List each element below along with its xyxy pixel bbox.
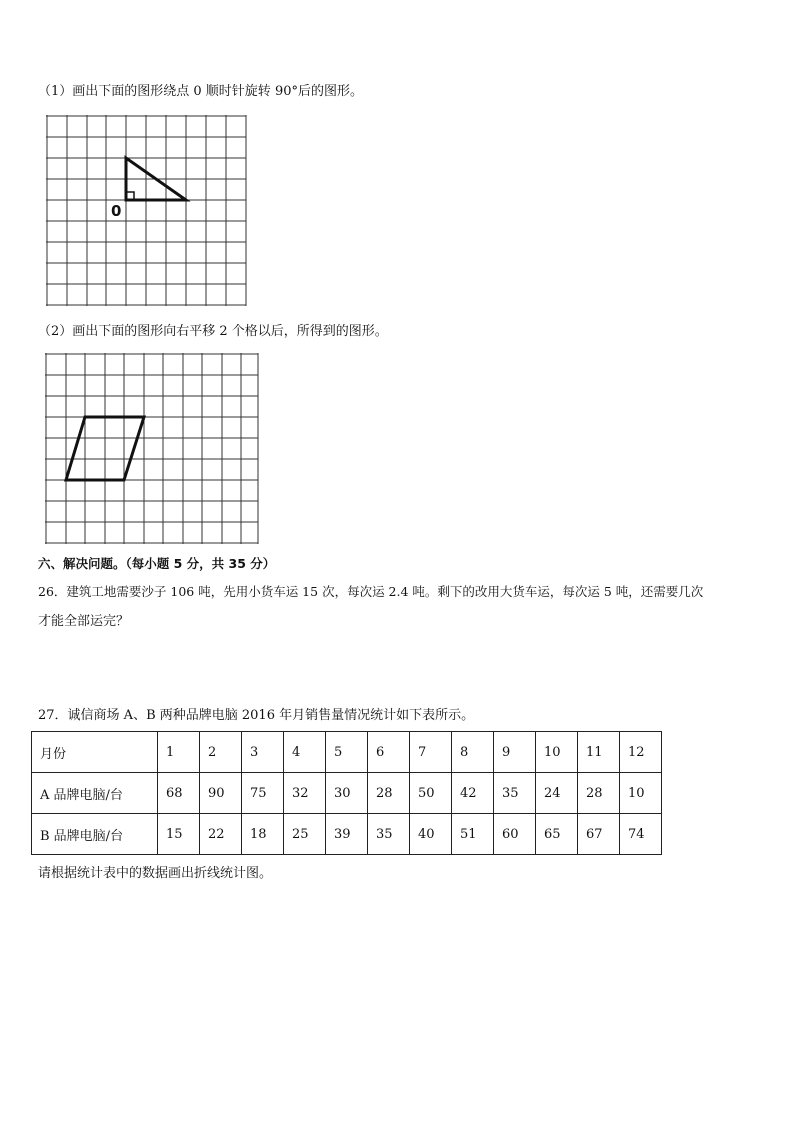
brand-a-cell: 30: [326, 773, 368, 814]
row-label-brand-b: B 品牌电脑/台: [32, 814, 158, 855]
brand-b-cell: 39: [326, 814, 368, 855]
brand-a-cell: 35: [494, 773, 536, 814]
brand-a-cell: 24: [536, 773, 578, 814]
brand-b-cell: 40: [410, 814, 452, 855]
month-cell: 6: [368, 732, 410, 773]
brand-a-cell: 28: [368, 773, 410, 814]
brand-b-cell: 35: [368, 814, 410, 855]
month-cell: 9: [494, 732, 536, 773]
month-cell: 5: [326, 732, 368, 773]
month-cell: 2: [200, 732, 242, 773]
month-cell: 11: [578, 732, 620, 773]
month-cell: 10: [536, 732, 578, 773]
table-row: [32, 732, 662, 773]
brand-a-cell: 75: [242, 773, 284, 814]
month-cell: 3: [242, 732, 284, 773]
brand-b-cell: 25: [284, 814, 326, 855]
brand-b-cell: 51: [452, 814, 494, 855]
brand-b-cell: 67: [578, 814, 620, 855]
q26-line2: 才能全部运完？: [38, 614, 130, 629]
brand-b-cell: 22: [200, 814, 242, 855]
q26-line1: 26．建筑工地需要沙子 106 吨，先用小货车运 15 次，每次运 2.4 吨。剩下的改用大货车运，每次运 5 吨，还需要几次: [38, 584, 704, 599]
translation-grid: [45, 353, 260, 545]
month-cell: 7: [410, 732, 452, 773]
point-o-label: 0: [111, 202, 122, 220]
brand-a-cell: 90: [200, 773, 242, 814]
brand-a-cell: 50: [410, 773, 452, 814]
brand-a-cell: 68: [158, 773, 200, 814]
row-label-month: 月份: [32, 732, 158, 773]
brand-b-cell: 65: [536, 814, 578, 855]
month-cell: 12: [620, 732, 662, 773]
q27-instruction: 请根据统计表中的数据画出折线统计图。: [38, 866, 273, 881]
rotation-grid: [46, 115, 248, 307]
month-cell: 4: [284, 732, 326, 773]
section6-title: 六、解决问题。（每小题 5 分，共 35 分）: [38, 556, 276, 571]
table-row: [32, 773, 662, 814]
month-cell: 8: [452, 732, 494, 773]
row-label-brand-a: A 品牌电脑/台: [32, 773, 158, 814]
q1-text: （1）画出下面的图形绕点 0 顺时针旋转 90°后的图形。: [38, 84, 363, 99]
table-row: [32, 814, 662, 855]
grid-lines: [46, 115, 246, 306]
brand-b-cell: 18: [242, 814, 284, 855]
brand-a-cell: 42: [452, 773, 494, 814]
q2-text: （2）画出下面的图形向右平移 2 个格以后，所得到的图形。: [38, 324, 388, 339]
sales-table: [31, 731, 662, 855]
brand-a-cell: 10: [620, 773, 662, 814]
brand-a-cell: 32: [284, 773, 326, 814]
q27-text: 27．诚信商场 A、B 两种品牌电脑 2016 年月销售量情况统计如下表所示。: [38, 708, 475, 723]
brand-b-cell: 60: [494, 814, 536, 855]
brand-a-cell: 28: [578, 773, 620, 814]
month-cell: 1: [158, 732, 200, 773]
brand-b-cell: 74: [620, 814, 662, 855]
brand-b-cell: 15: [158, 814, 200, 855]
